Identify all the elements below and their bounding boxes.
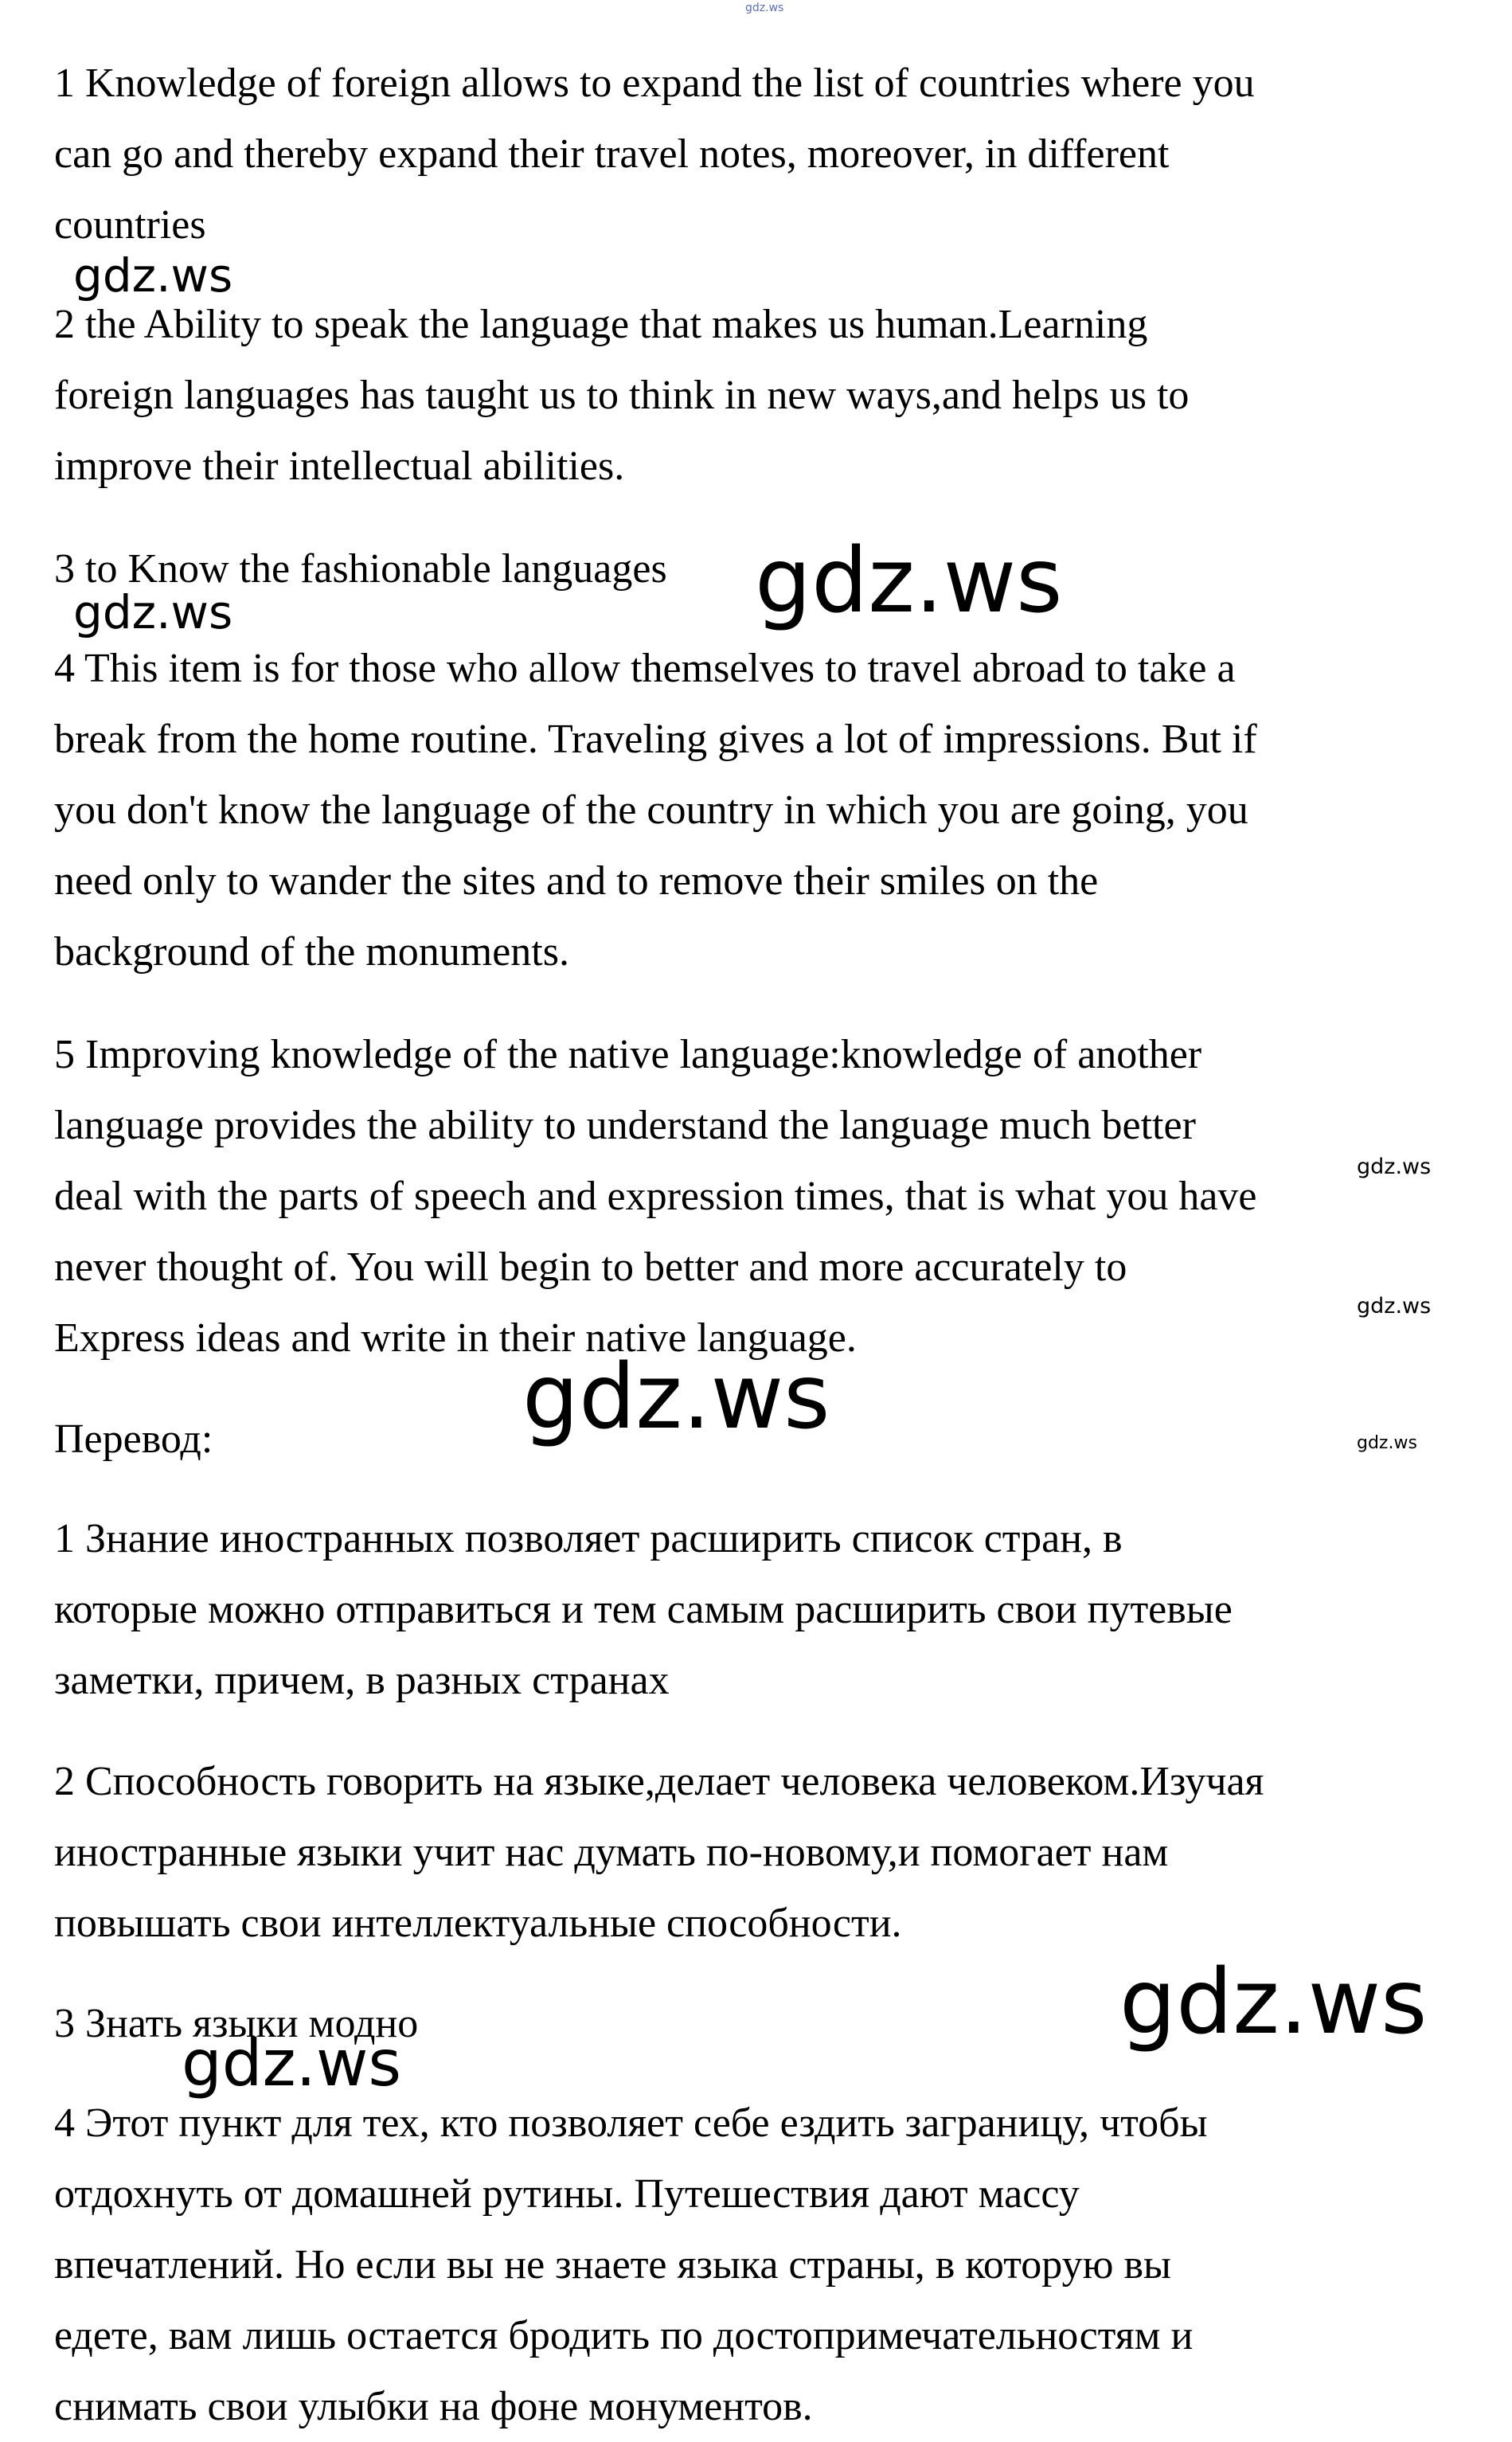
watermark-top: gdz.ws — [745, 2, 784, 14]
watermark: gdz.ws — [1357, 1155, 1432, 1179]
english-paragraph-2: 2 the Ability to speak the language that makes us human.Learning foreign languages has taught us to think in new ways,and helps us to improve their intellectual abilities. — [54, 302, 1190, 489]
russian-paragraph-2: 2 Способность говорить на языке,делает человека человеком.Изучая иностранные языки учит нас думать по-новому,и помогает нам повышать свои интеллектуальные способности. — [54, 1759, 1264, 1946]
english-paragraph-3: 3 to Know the fashionable languages — [54, 546, 667, 592]
watermark: gdz.ws — [1119, 1951, 1428, 2054]
watermark: gdz.ws — [73, 248, 233, 303]
watermark: gdz.ws — [1357, 1294, 1432, 1319]
english-paragraph-4: 4 This item is for those who allow themselves to travel abroad to take a break from the home routine. Traveling gives a lot of impressions. But if you don't know the language of the country in which you are going, you need only to wander the sites and to remove their smiles on the background of the monuments. — [54, 646, 1257, 975]
english-paragraph-1: 1 Knowledge of foreign allows to expand the list of countries where you can go and thereby expand their travel notes, moreover, in different countries — [54, 61, 1255, 248]
russian-paragraph-3: 3 Знать языки модно — [54, 2001, 419, 2046]
watermark: gdz.ws — [73, 585, 233, 639]
russian-paragraph-1: 1 Знание иностранных позволяет расширить список стран, в которые можно отправиться и тем самым расширить свои путевые заметки, причем, в разных странах — [54, 1516, 1233, 1703]
english-paragraph-5: 5 Improving knowledge of the native language:knowledge of another language provides the ability to understand the language much better deal with the parts of speech and expression times, that is what you have never thought of. You will begin to better and more accurately to Express ideas and write in their native language. — [54, 1032, 1257, 1361]
watermark: gdz.ws — [522, 1346, 830, 1449]
watermark: gdz.ws — [182, 2026, 402, 2100]
translation-heading: Перевод: — [54, 1416, 213, 1462]
watermark: gdz.ws — [1357, 1433, 1417, 1453]
russian-paragraph-4: 4 Этот пункт для тех, кто позволяет себе ездить заграницу, чтобы отдохнуть от домашней рутины. Путешествия дают массу впечатлений. Но если вы не знаете языка страны, в которую вы едете, вам лишь остается бродить по достопримечательностям и снимать свои улыбки на фоне монументов. — [54, 2100, 1208, 2429]
watermark: gdz.ws — [755, 529, 1063, 633]
